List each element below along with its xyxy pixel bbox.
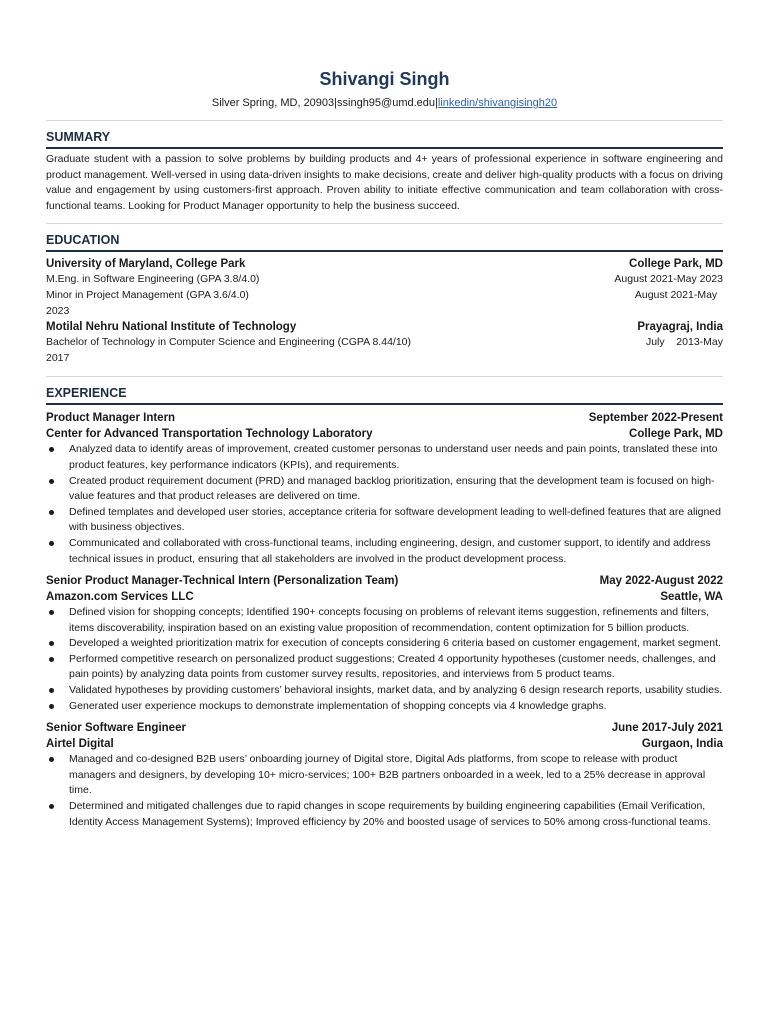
job-org: Amazon.com Services LLC (46, 591, 194, 604)
bullet-text: Defined templates and developed user stories, acceptance criteria for software development leading to well-defined features that are aligned with business objectives. (69, 505, 721, 534)
education-list (46, 256, 723, 366)
degree-dates: July 2013-May (645, 336, 723, 349)
bullet-item (46, 474, 723, 505)
bullet-item (46, 536, 723, 567)
degree-dates-wrap: 2023 (46, 304, 70, 317)
job-dates: June 2017-July 2021 (611, 722, 723, 735)
degree-dates: August 2021-May 2023 (614, 273, 723, 286)
education-heading: EDUCATION (46, 224, 723, 252)
job-role: Senior Product Manager-Technical Intern (Personalization Team) (46, 575, 399, 588)
bullet-item (46, 752, 723, 799)
bullet-text: Managed and co-designed B2B users’ onboarding journey of Digital store, Digital Ads platforms, from scope to release with product managers and designers, by developing 10+ micro-services; 100+ B2B partners onboarded in a week, led to a 25% decrease in approval time. (69, 753, 706, 797)
job-role-row (46, 410, 723, 426)
degree-label: Bachelor of Technology in Computer Science and Engineering (CGPA 8.44/10) (46, 336, 411, 349)
job-entry (46, 573, 723, 714)
bullet-item (46, 683, 723, 699)
job-org: Airtel Digital (46, 738, 114, 751)
degree-label: Minor in Project Management (GPA 3.6/4.0) (46, 288, 249, 301)
degree-label: M.Eng. in Software Engineering (GPA 3.8/4.0) (46, 273, 260, 286)
job-bullets (46, 752, 723, 830)
degree-row (46, 272, 723, 288)
contact-line (46, 96, 723, 110)
bullet-item (46, 636, 723, 652)
linkedin-link[interactable]: linkedin/shivangisingh20 (437, 97, 558, 109)
job-role: Senior Software Engineer (46, 722, 186, 735)
bullet-dot-icon (49, 657, 54, 662)
job-org-row (46, 426, 723, 442)
degree-dates: August 2021-May (634, 288, 723, 301)
bullet-item (46, 605, 723, 636)
job-role: Product Manager Intern (46, 412, 176, 425)
degree-row (46, 335, 723, 351)
job-org: Center for Advanced Transportation Technology Laboratory (46, 428, 373, 441)
job-location: Seattle, WA (660, 591, 723, 604)
bullet-text: Determined and mitigated challenges due to rapid changes in scope requirements by building engineering capabilities (Email Verification, Identity Access Management Systems); Improved efficiency by 20% and boosted usage of services to 50% among cross-functional teams. (69, 800, 711, 828)
degree-row (46, 288, 723, 304)
job-role-row (46, 720, 723, 736)
school-row (46, 319, 723, 335)
school-row (46, 256, 723, 272)
job-dates: September 2022-Present (588, 412, 723, 425)
bullet-dot-icon (49, 510, 54, 515)
bullet-text: Validated hypotheses by providing customers’ behavioral insights, market data, and by analyzing 6 design research reports, usability studies. (69, 684, 723, 697)
degree-dates-wrap: 2017 (46, 351, 70, 364)
bullet-dot-icon (49, 479, 54, 484)
school-location: Prayagraj, India (637, 321, 723, 334)
contact-text: Silver Spring, MD, 20903|ssingh95@umd.edu| (211, 97, 438, 109)
bullet-item (46, 699, 723, 715)
school-name: University of Maryland, College Park (46, 258, 246, 271)
bullet-item (46, 799, 723, 830)
candidate-name: Shivangi Singh (319, 69, 450, 89)
resume-content (46, 62, 723, 836)
job-bullets (46, 605, 723, 714)
job-role-row (46, 573, 723, 589)
bullet-dot-icon (49, 688, 54, 693)
bullet-text: Analyzed data to identify areas of improvement, created customer personas to understand user needs and pain points, translated these into product features, key performance indicators (KPIs), and requirements. (69, 443, 718, 471)
school-name: Motilal Nehru National Institute of Technology (46, 321, 297, 334)
summary-heading: SUMMARY (46, 121, 723, 149)
bullet-dot-icon (49, 757, 54, 762)
bullet-dot-icon (49, 704, 54, 709)
bullet-dot-icon (49, 641, 54, 646)
bullet-dot-icon (49, 447, 54, 452)
job-entry (46, 410, 723, 567)
bullet-item (46, 505, 723, 536)
bullet-dot-icon (49, 804, 54, 809)
job-location: Gurgaon, India (641, 738, 723, 751)
bullet-text: Performed competitive research on personalized product suggestions; Created 4 opportunity hypotheses (customer needs, challenges, and pain points) by analyzing data points from customer survey results, repositories, and interviews from 5 product teams. (69, 652, 716, 681)
bullet-dot-icon (49, 610, 54, 615)
bullet-dot-icon (49, 541, 54, 546)
job-dates: May 2022-August 2022 (599, 575, 723, 588)
job-org-row (46, 589, 723, 605)
job-location: College Park, MD (629, 428, 723, 441)
job-bullets (46, 442, 723, 567)
job-org-row (46, 736, 723, 752)
bullet-text: Developed a weighted prioritization matrix for execution of concepts considering 6 criteria based on customer engagement, market segment. (69, 637, 721, 650)
bullet-item (46, 442, 723, 473)
bullet-text: Communicated and collaborated with cross-functional teams, including engineering, design, and customer support, to identify and address technical issues in product, ensuring that all stakeholders are involved in the product development process. (69, 536, 711, 565)
experience-list (46, 410, 723, 830)
bullet-text: Defined vision for shopping concepts; Identified 190+ concepts focusing on problems of relevant items suggestion, refinements and filters, items discoverability, inspiration based on an existing value proposition of recommendation, content optimization for 5 billion products. (69, 606, 709, 634)
job-entry (46, 720, 723, 830)
experience-heading: EXPERIENCE (46, 377, 723, 405)
school-location: College Park, MD (629, 258, 723, 271)
bullet-text: Generated user experience mockups to demonstrate implementation of shopping concepts via 4 knowledge graphs. (69, 699, 607, 712)
summary-text: Graduate student with a passion to solve problems by building products and 4+ years of professional experience in software engineering and product management. Well-versed in using data-driven insights to make decisions, create and deliver high-quality products with a focus on driving value and engagement by using customers-first approach. Proven ability to initiate effective communication and team collaboration with cross-functional teams. Looking for Product Manager opportunity to help the business succeed. (46, 153, 723, 212)
bullet-item (46, 652, 723, 683)
bullet-text: Created product requirement document (PRD) and managed backlog prioritization, ensuring that the development team is focused on high-value features and that product releases are delivered on time. (69, 474, 715, 503)
